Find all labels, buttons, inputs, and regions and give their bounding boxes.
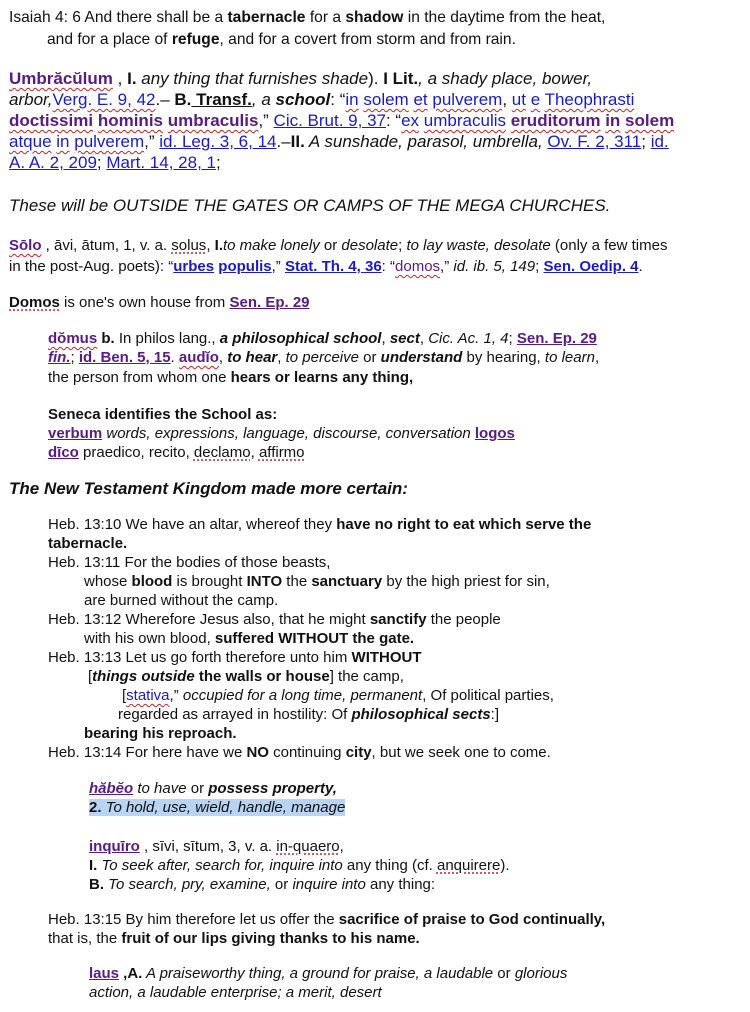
domus-line-2: fin.; id. Ben. 5, 15. audĭo, to hear, to perceive or understand by hearing, to learn, xyxy=(48,349,600,366)
solo-headword[interactable]: Sōlo xyxy=(9,237,42,254)
umbraculum-line-5: A. A. 2, 209; Mart. 14, 28, 1; xyxy=(9,153,221,172)
seneca-verbum: verbum words, expressions, language, discourse, conversation logos xyxy=(48,425,515,442)
nt-heading: The New Testament Kingdom made more certain: xyxy=(9,479,408,498)
habeo-line-1: hăbĕo to have or possess property, xyxy=(89,780,337,797)
inquiro-line-3: B. To search, pry, examine, or inquire into any thing: xyxy=(89,876,436,893)
ref-cic-brut[interactable]: Cic. Brut. 9, 37 xyxy=(273,111,386,130)
laus-line-2: action, a laudable enterprise; a merit, desert xyxy=(89,984,382,1001)
solo-line-1: Sōlo , āvi, ātum, 1, v. a. solus, I.to make lonely or desolate; to lay waste, desolate (only a few times xyxy=(9,237,668,254)
solo-line-2: in the post-Aug. poets): “urbes populis,” Stat. Th. 4, 36: “domos,” id. ib. 5, 149; Sen. Oedip. 4. xyxy=(9,258,643,275)
ref-mart[interactable]: Mart. 14, 28, 1 xyxy=(106,153,216,172)
seneca-title: Seneca identifies the School as: xyxy=(48,406,278,423)
domus-line-3: the person from whom one hears or learns any thing, xyxy=(48,369,414,386)
domus-line-1: dŏmus b. In philos lang., a philosophical school, sect, Cic. Ac. 1, 4; Sen. Ep. 29 xyxy=(48,330,597,347)
inquiro-line-2: I. To seek after, search for, inquire into any thing (cf. anquirere). xyxy=(89,857,510,874)
heb-13-11-c: are burned without the camp. xyxy=(84,592,279,609)
heb-13-12: Heb. 13:12 Wherefore Jesus also, that he might sanctify the people xyxy=(48,611,501,628)
ref-verg[interactable]: Verg. E. 9, 42 xyxy=(52,90,156,109)
heb-13-11-b: whose blood is brought INTO the sanctuary by the high priest for sin, xyxy=(84,573,550,590)
laus-line-1: laus ,A. A praiseworthy thing, a ground for praise, a laudable or glorious xyxy=(89,965,568,982)
ref-id[interactable]: id. xyxy=(650,132,669,151)
inquiro-line-1: inquīro , sīvi, sītum, 3, v. a. in-quaero, xyxy=(89,838,344,855)
habeo-line-2: 2. To hold, use, wield, handle, manage xyxy=(89,799,346,816)
heb-13-13-e: bearing his reproach. xyxy=(84,725,237,742)
heb-13-10: Heb. 13:10 We have an altar, whereof they have no right to eat which serve the xyxy=(48,516,592,533)
heb-13-10-cont: tabernacle. xyxy=(48,535,128,552)
laus-headword[interactable]: laus xyxy=(89,965,120,982)
umbraculum-line-1: Umbrăcŭlum , I. any thing that furnishes shade). I Lit., a shady place, bower, xyxy=(9,69,593,88)
ref-stat[interactable]: Stat. Th. 4, 36 xyxy=(284,258,382,275)
heb-13-13: Heb. 13:13 Let us go forth therefore unto him WITHOUT xyxy=(48,649,422,666)
heb-13-15: Heb. 13:15 By him therefore let us offer the sacrifice of praise to God continually, xyxy=(48,911,606,928)
isaiah-line-2: and for a place of refuge, and for a covert from storm and from rain. xyxy=(47,31,516,48)
domos-line: Domos is one's own house from Sen. Ep. 29 xyxy=(9,294,310,311)
umbraculum-line-2: arbor,Verg. E. 9, 42.– B. Transf., a school: “in solem et pulverem, ut e Theophrasti xyxy=(9,90,635,109)
heb-13-13-d: regarded as arrayed in hostility: Of philosophical sects:] xyxy=(118,706,500,723)
inquiro-headword[interactable]: inquīro xyxy=(89,838,140,855)
ref-sen-ep[interactable]: Sen. Ep. 29 xyxy=(229,294,310,311)
ref-aa[interactable]: A. A. 2, 209 xyxy=(9,153,97,172)
ref-id-leg[interactable]: id. Leg. 3, 6, 14 xyxy=(159,132,277,151)
seneca-dico: dīco praedico, recito, declamo, affirmo xyxy=(48,444,305,461)
heb-13-13-c: [stativa,” occupied for a long time, permanent, Of political parties, xyxy=(122,687,554,704)
outside-statement: These will be OUTSIDE THE GATES OR CAMPS OF THE MEGA CHURCHES. xyxy=(9,196,611,215)
habeo-headword[interactable]: hăbĕo xyxy=(89,780,134,797)
heb-13-13-b: [things outside the walls or house] the camp, xyxy=(88,668,404,685)
ref-sen-oedip[interactable]: Sen. Oedip. 4 xyxy=(543,258,639,275)
heb-13-11: Heb. 13:11 For the bodies of those beasts, xyxy=(48,554,331,571)
umbraculum-line-3: doctissimi hominis umbraculis,” Cic. Brut. 9, 37: “ex umbraculis eruditorum in solem xyxy=(9,111,675,130)
heb-13-12-b: with his own blood, suffered WITHOUT the gate. xyxy=(84,630,415,647)
umbraculum-line-4: atque in pulverem,” id. Leg. 3, 6, 14.–II. A sunshade, parasol, umbrella, Ov. F. 2, 311; id. xyxy=(9,132,669,151)
heb-13-14: Heb. 13:14 For here have we NO continuing city, but we seek one to come. xyxy=(48,744,551,761)
domus-headword[interactable]: dŏmus xyxy=(48,330,98,347)
umbraculum-headword[interactable]: Umbrăcŭlum xyxy=(9,69,113,88)
isaiah-line-1: Isaiah 4: 6 And there shall be a tabernacle for a shadow in the daytime from the heat, xyxy=(9,9,606,26)
ref-ov-f[interactable]: Ov. F. 2, 311 xyxy=(547,132,642,151)
heb-13-15-b: that is, the fruit of our lips giving thanks to his name. xyxy=(48,930,420,947)
